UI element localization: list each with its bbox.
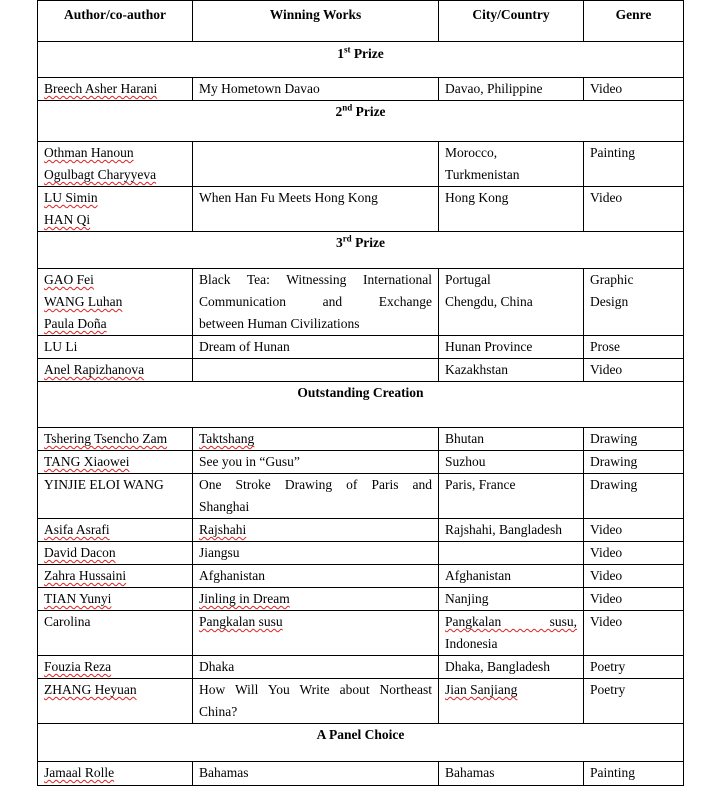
table-row [38, 762, 684, 786]
section-second-prize: 2nd Prize [38, 101, 684, 142]
table-row [38, 679, 684, 724]
table-row [38, 428, 684, 451]
work-cell: Dhaka [193, 656, 439, 679]
genre-cell: Video [584, 588, 684, 611]
city-cell: Nanjing [439, 588, 584, 611]
city-cell: Bahamas [439, 762, 584, 786]
genre-cell: Video [584, 359, 684, 382]
work-cell: Afghanistan [193, 565, 439, 588]
author-cell: GAO Fei WANG Luhan Paula Doña [38, 269, 193, 336]
genre-cell: Video [584, 565, 684, 588]
author-cell: David Dacon [38, 542, 193, 565]
section-outstanding-creation: Outstanding Creation [38, 382, 684, 428]
city-cell: Dhaka, Bangladesh [439, 656, 584, 679]
genre-cell: Graphic Design [584, 269, 684, 336]
genre-cell: Poetry [584, 656, 684, 679]
table-row [38, 519, 684, 542]
work-cell: One Stroke Drawing of Paris and Shanghai [193, 474, 439, 519]
work-cell: Taktshang [193, 428, 439, 451]
awards-table [37, 0, 684, 786]
work-cell: Jiangsu [193, 542, 439, 565]
genre-cell: Video [584, 519, 684, 542]
author-cell: Asifa Asrafi [38, 519, 193, 542]
author-cell: TANG Xiaowei [38, 451, 193, 474]
author-cell: Carolina [38, 611, 193, 656]
author-cell: Tshering Tsencho Zam [38, 428, 193, 451]
genre-cell: Poetry [584, 679, 684, 724]
genre-cell: Prose [584, 336, 684, 359]
work-cell: How Will You Write about Northeast China? [193, 679, 439, 724]
city-cell: Afghanistan [439, 565, 584, 588]
author-cell: Othman Hanoun Ogulbagt Charyyeva [38, 142, 193, 187]
author-cell: Breech Asher Harani [38, 78, 193, 101]
table-row [38, 474, 684, 519]
author-cell: Anel Rapizhanova [38, 359, 193, 382]
city-cell: Pangkalan susu, Indonesia [439, 611, 584, 656]
author-cell: Fouzia Reza [38, 656, 193, 679]
header-works: Winning Works [193, 1, 439, 42]
city-cell: Portugal Chengdu, China [439, 269, 584, 336]
table-row [38, 565, 684, 588]
city-cell [439, 542, 584, 565]
genre-cell: Video [584, 611, 684, 656]
author-cell: Zahra Hussaini [38, 565, 193, 588]
genre-cell: Drawing [584, 428, 684, 451]
city-cell: Jian Sanjiang [439, 679, 584, 724]
city-cell: Bhutan [439, 428, 584, 451]
table-row [38, 588, 684, 611]
table-row [38, 336, 684, 359]
work-cell: Rajshahi [193, 519, 439, 542]
table-row [38, 269, 684, 336]
work-cell [193, 142, 439, 187]
city-cell: Hong Kong [439, 187, 584, 232]
work-cell: Bahamas [193, 762, 439, 786]
author-cell: LU Simin HAN Qi [38, 187, 193, 232]
city-cell: Rajshahi, Bangladesh [439, 519, 584, 542]
work-cell: See you in “Gusu” [193, 451, 439, 474]
genre-cell: Painting [584, 142, 684, 187]
section-third-prize: 3rd Prize [38, 232, 684, 269]
table-row [38, 656, 684, 679]
header-row [38, 1, 684, 42]
author-cell: Jamaal Rolle [38, 762, 193, 786]
work-cell: Jinling in Dream [193, 588, 439, 611]
author-cell: LU Li [38, 336, 193, 359]
author-cell: TIAN Yunyi [38, 588, 193, 611]
header-city: City/Country [439, 1, 584, 42]
author-cell: ZHANG Heyuan [38, 679, 193, 724]
table-row [38, 542, 684, 565]
genre-cell: Drawing [584, 451, 684, 474]
city-cell: Hunan Province [439, 336, 584, 359]
table-row [38, 611, 684, 656]
header-author: Author/co-author [38, 1, 193, 42]
genre-cell: Painting [584, 762, 684, 786]
work-cell [193, 359, 439, 382]
city-cell: Davao, Philippine [439, 78, 584, 101]
genre-cell: Video [584, 542, 684, 565]
work-cell: When Han Fu Meets Hong Kong [193, 187, 439, 232]
table-row [38, 451, 684, 474]
section-panel-choice: A Panel Choice [38, 724, 684, 762]
table-row [38, 359, 684, 382]
section-first-prize: 1st Prize [38, 42, 684, 78]
city-cell: Suzhou [439, 451, 584, 474]
table-row [38, 187, 684, 232]
genre-cell: Video [584, 187, 684, 232]
table-row [38, 142, 684, 187]
work-cell: Black Tea: Witnessing International Communication and Exchange between Human Civilizations [193, 269, 439, 336]
header-genre: Genre [584, 1, 684, 42]
work-cell: My Hometown Davao [193, 78, 439, 101]
work-cell: Pangkalan susu [193, 611, 439, 656]
genre-cell: Drawing [584, 474, 684, 519]
table-row [38, 78, 684, 101]
city-cell: Kazakhstan [439, 359, 584, 382]
city-cell: Paris, France [439, 474, 584, 519]
genre-cell: Video [584, 78, 684, 101]
work-cell: Dream of Hunan [193, 336, 439, 359]
city-cell: Morocco, Turkmenistan [439, 142, 584, 187]
author-cell: YINJIE ELOI WANG [38, 474, 193, 519]
